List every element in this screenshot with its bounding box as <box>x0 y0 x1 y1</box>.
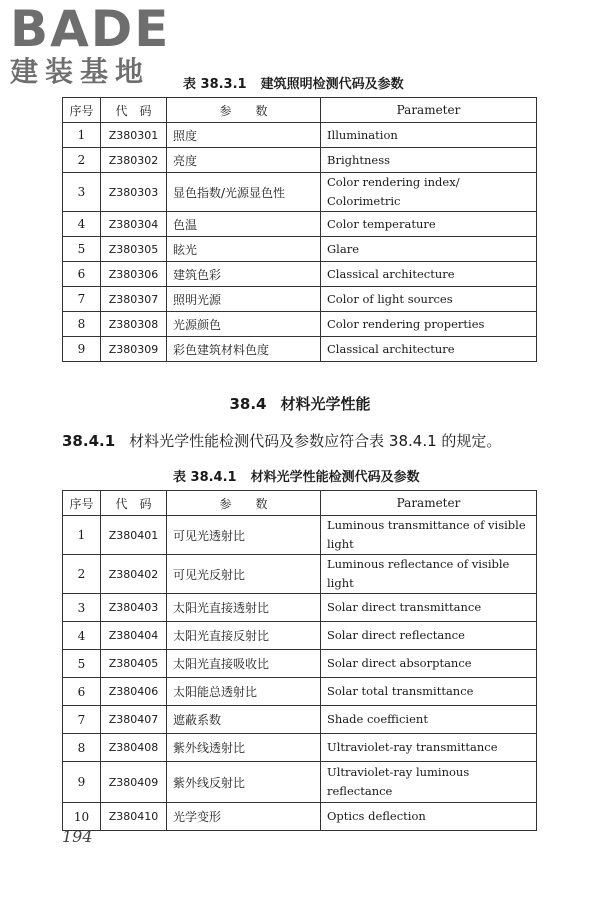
row-code-cell: Z380403 <box>101 594 167 622</box>
row-code-cell: Z380404 <box>101 622 167 650</box>
table-row <box>63 555 537 594</box>
row-code-cell: Z380402 <box>101 555 167 594</box>
row-seq-cell: 9 <box>63 762 101 803</box>
row-seq-cell: 7 <box>63 287 101 312</box>
row-seq-cell: 3 <box>63 173 101 212</box>
table2-number: 表 38.4.1 <box>173 470 237 485</box>
row-param-cell: 紫外线透射比 <box>167 734 321 762</box>
row-param-cell: 彩色建筑材料色度 <box>167 337 321 362</box>
table-row <box>63 237 537 262</box>
header-code: 代 码 <box>101 98 167 123</box>
row-seq-cell: 5 <box>63 650 101 678</box>
row-parameter-en-cell: Classical architecture <box>321 262 537 287</box>
row-parameter-en-cell: Optics deflection <box>321 803 537 831</box>
row-code-cell: Z380409 <box>101 762 167 803</box>
row-code-cell: Z380305 <box>101 237 167 262</box>
header-param: 参 数 <box>167 491 321 516</box>
row-param-cell: 可见光反射比 <box>167 555 321 594</box>
row-param-cell: 眩光 <box>167 237 321 262</box>
table-header-row <box>63 98 537 123</box>
row-parameter-en-cell: Illumination <box>321 123 537 148</box>
table1-caption <box>183 73 583 92</box>
row-param-cell: 光源颜色 <box>167 312 321 337</box>
clause-paragraph <box>62 430 592 451</box>
table-row <box>63 650 537 678</box>
logo-wordmark: BADE <box>10 0 171 58</box>
header-parameter-en: Parameter <box>321 491 537 516</box>
table-row <box>63 312 537 337</box>
header-parameter-en: Parameter <box>321 98 537 123</box>
header-param: 参 数 <box>167 98 321 123</box>
logo-subtitle: 建装基地 <box>10 55 151 88</box>
table-row <box>63 706 537 734</box>
row-parameter-en-cell: Luminous reflectance of visible light <box>321 555 537 594</box>
row-param-cell: 紫外线反射比 <box>167 762 321 803</box>
clause-number: 38.4.1 <box>62 432 116 450</box>
row-parameter-en-cell: Color rendering properties <box>321 312 537 337</box>
row-parameter-en-cell: Color temperature <box>321 212 537 237</box>
table-row <box>63 212 537 237</box>
section-heading <box>0 393 600 414</box>
table1-title: 建筑照明检测代码及参数 <box>260 77 404 92</box>
row-code-cell: Z380301 <box>101 123 167 148</box>
row-parameter-en-cell: Color of light sources <box>321 287 537 312</box>
table-row <box>63 762 537 803</box>
row-parameter-en-cell: Color rendering index/ Colorimetric <box>321 173 537 212</box>
row-param-cell: 太阳光直接透射比 <box>167 594 321 622</box>
row-seq-cell: 8 <box>63 734 101 762</box>
row-parameter-en-cell: Solar direct absorptance <box>321 650 537 678</box>
row-code-cell: Z380309 <box>101 337 167 362</box>
table-row <box>63 803 537 831</box>
row-seq-cell: 6 <box>63 678 101 706</box>
row-code-cell: Z380302 <box>101 148 167 173</box>
header-seq: 序号 <box>63 98 101 123</box>
row-seq-cell: 9 <box>63 337 101 362</box>
row-code-cell: Z380408 <box>101 734 167 762</box>
row-param-cell: 色温 <box>167 212 321 237</box>
row-seq-cell: 4 <box>63 212 101 237</box>
page-number: 194 <box>62 827 93 846</box>
table2-caption <box>173 466 593 485</box>
row-code-cell: Z380307 <box>101 287 167 312</box>
row-param-cell: 建筑色彩 <box>167 262 321 287</box>
row-seq-cell: 1 <box>63 123 101 148</box>
row-parameter-en-cell: Luminous transmittance of visible light <box>321 516 537 555</box>
row-seq-cell: 4 <box>63 622 101 650</box>
section-title: 材料光学性能 <box>280 395 371 413</box>
row-param-cell: 太阳光直接反射比 <box>167 622 321 650</box>
row-param-cell: 光学变形 <box>167 803 321 831</box>
row-param-cell: 遮蔽系数 <box>167 706 321 734</box>
row-code-cell: Z380410 <box>101 803 167 831</box>
table-row <box>63 734 537 762</box>
row-seq-cell: 8 <box>63 312 101 337</box>
row-param-cell: 显色指数/光源显色性 <box>167 173 321 212</box>
row-parameter-en-cell: Solar direct reflectance <box>321 622 537 650</box>
table-row <box>63 678 537 706</box>
row-code-cell: Z380306 <box>101 262 167 287</box>
row-code-cell: Z380303 <box>101 173 167 212</box>
table-row <box>63 594 537 622</box>
bade-logo <box>10 0 180 92</box>
row-code-cell: Z380304 <box>101 212 167 237</box>
table-row <box>63 123 537 148</box>
row-parameter-en-cell: Solar total transmittance <box>321 678 537 706</box>
section-number: 38.4 <box>229 395 267 413</box>
header-seq: 序号 <box>63 491 101 516</box>
table-header-row <box>63 491 537 516</box>
row-param-cell: 太阳能总透射比 <box>167 678 321 706</box>
row-seq-cell: 2 <box>63 555 101 594</box>
row-seq-cell: 2 <box>63 148 101 173</box>
row-parameter-en-cell: Shade coefficient <box>321 706 537 734</box>
table-row <box>63 622 537 650</box>
table-row <box>63 173 537 212</box>
row-seq-cell: 1 <box>63 516 101 555</box>
table-row <box>63 148 537 173</box>
row-seq-cell: 3 <box>63 594 101 622</box>
row-code-cell: Z380407 <box>101 706 167 734</box>
table-row <box>63 262 537 287</box>
row-parameter-en-cell: Ultraviolet-ray luminous reflectance <box>321 762 537 803</box>
table-row <box>63 516 537 555</box>
row-param-cell: 太阳光直接吸收比 <box>167 650 321 678</box>
row-seq-cell: 5 <box>63 237 101 262</box>
row-code-cell: Z380308 <box>101 312 167 337</box>
row-code-cell: Z380405 <box>101 650 167 678</box>
row-parameter-en-cell: Classical architecture <box>321 337 537 362</box>
row-seq-cell: 10 <box>63 803 101 831</box>
table-row <box>63 287 537 312</box>
table-row <box>63 337 537 362</box>
table2-title: 材料光学性能检测代码及参数 <box>250 470 420 485</box>
row-parameter-en-cell: Solar direct transmittance <box>321 594 537 622</box>
row-code-cell: Z380401 <box>101 516 167 555</box>
row-parameter-en-cell: Brightness <box>321 148 537 173</box>
row-param-cell: 可见光透射比 <box>167 516 321 555</box>
lighting-parameter-table <box>62 97 537 362</box>
row-seq-cell: 7 <box>63 706 101 734</box>
row-parameter-en-cell: Ultraviolet-ray transmittance <box>321 734 537 762</box>
row-code-cell: Z380406 <box>101 678 167 706</box>
row-param-cell: 照明光源 <box>167 287 321 312</box>
row-seq-cell: 6 <box>63 262 101 287</box>
header-code: 代 码 <box>101 491 167 516</box>
row-param-cell: 亮度 <box>167 148 321 173</box>
row-param-cell: 照度 <box>167 123 321 148</box>
material-optics-table <box>62 490 537 831</box>
table1-number: 表 38.3.1 <box>183 77 247 92</box>
clause-text: 材料光学性能检测代码及参数应符合表 38.4.1 的规定。 <box>129 432 502 450</box>
row-parameter-en-cell: Glare <box>321 237 537 262</box>
